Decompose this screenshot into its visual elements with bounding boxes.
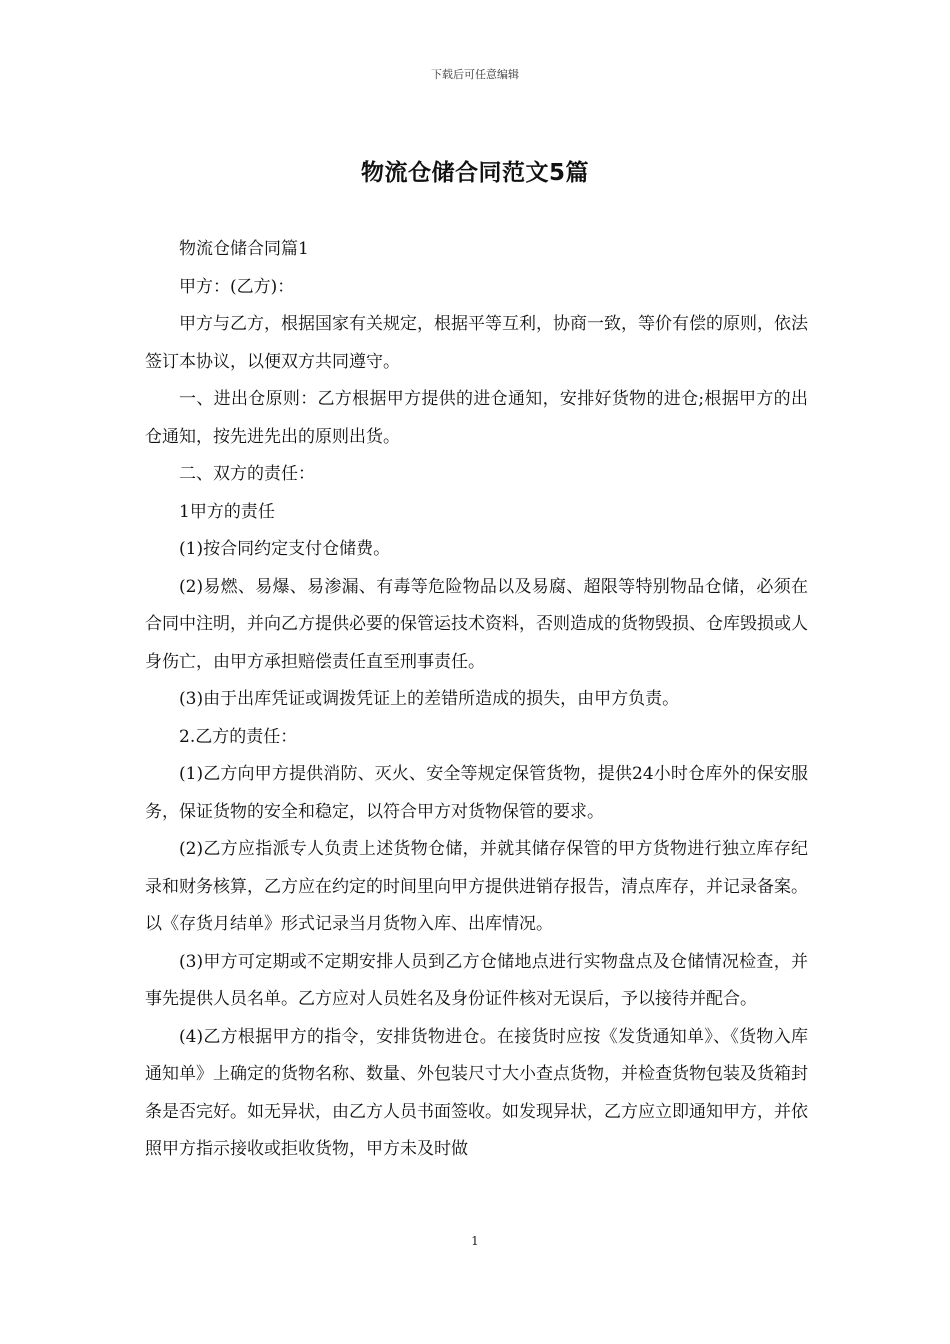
paragraph: (3)甲方可定期或不定期安排人员到乙方仓储地点进行实物盘点及仓储情况检查，并事先提供人员名单。乙方应对人员姓名及身份证件核对无误后，予以接待并配合。 (145, 951, 808, 1009)
paragraph: (2)乙方应指派专人负责上述货物仓储，并就其储存保管的甲方货物进行独立库存纪录和财务核算，乙方应在约定的时间里向甲方提供进销存报告，清点库存，并记录备案。以《存货月结单》形式记录当月货物入库、出库情况。 (145, 839, 808, 934)
document-title: 物流仓储合同范文5篇 (360, 160, 589, 186)
paragraph: 二、双方的责任： (179, 464, 315, 484)
page-header-note: 下载后可任意编辑 (431, 68, 519, 81)
paragraph: 一、进出仓原则：乙方根据甲方提供的进仓通知，安排好货物的进仓;根据甲方的出仓通知，按先进先出的原则出货。 (145, 389, 808, 447)
page-number: 1 (471, 1234, 479, 1248)
paragraph: (4)乙方根据甲方的指令，安排货物进仓。在接货时应按《发货通知单》、《货物入库通知单》上确定的货物名称、数量、外包装尺寸大小查点货物，并检查货物包装及货箱封条是否完好。如无异状，由乙方人员书面签收。如发现异状，乙方应立即通知甲方，并依照甲方指示接收或拒收货物，甲方未及时做 (145, 1026, 808, 1159)
paragraph: 甲方与乙方，根据国家有关规定，根据平等互利，协商一致，等价有偿的原则，依法签订本协议，以便双方共同遵守。 (145, 314, 808, 372)
paragraph: 1甲方的责任 (179, 501, 275, 522)
paragraph: 物流仓储合同篇1 (179, 239, 309, 259)
paragraph: (2)易燃、易爆、易渗漏、有毒等危险物品以及易腐、超限等特别物品仓储，必须在合同中注明，并向乙方提供必要的保管运技术资料，否则造成的货物毁损、仓库毁损或人身伤亡，由甲方承担赔偿责任直至刑事责任。 (145, 576, 808, 672)
paragraph: 甲方：(乙方)： (179, 276, 295, 297)
paragraph: (3)由于出库凭证或调拨凭证上的差错所造成的损失，由甲方负责。 (179, 689, 680, 709)
paragraph: (1)按合同约定支付仓储费。 (179, 539, 391, 559)
document-body (145, 231, 808, 1169)
paragraph: 2.乙方的责任： (179, 726, 298, 747)
paragraph: (1)乙方向甲方提供消防、灭火、安全等规定保管货物，提供24小时仓库外的保安服务，保证货物的安全和稳定，以符合甲方对货物保管的要求。 (145, 764, 808, 822)
